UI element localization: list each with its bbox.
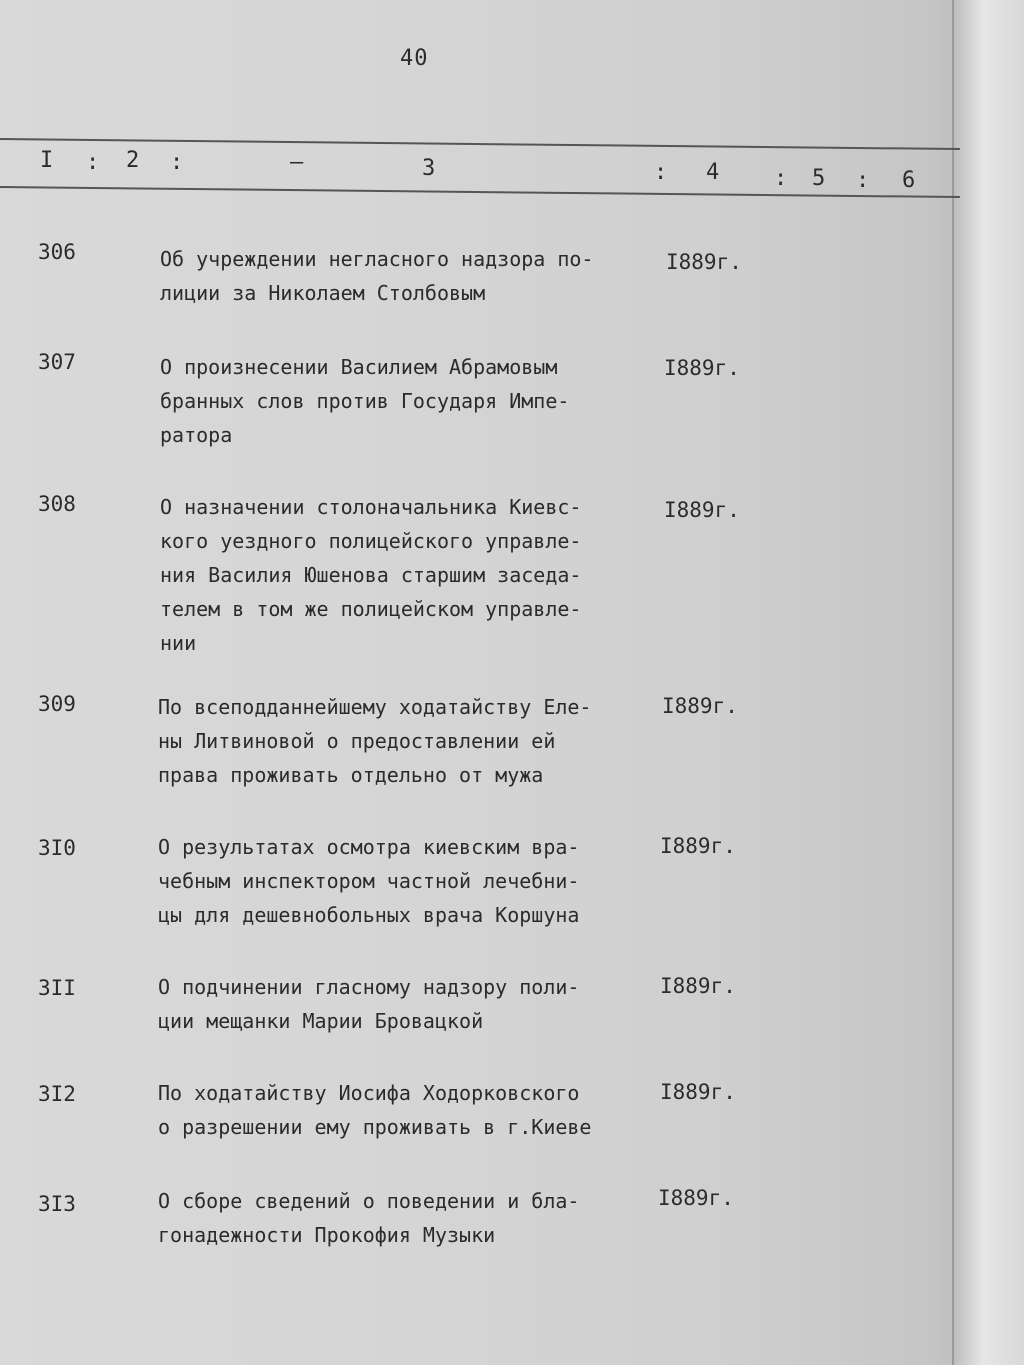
entry-year: I889г.	[664, 356, 740, 380]
entry-year: I889г.	[660, 834, 736, 858]
entry-year: I889г.	[662, 694, 738, 718]
entry-year: I889г.	[664, 498, 740, 522]
column-2-header: 2	[126, 148, 140, 173]
entry-year: I889г.	[658, 1186, 734, 1210]
column-separator: :	[654, 160, 668, 185]
entry-number: 3I2	[38, 1082, 76, 1106]
entry-number: 306	[38, 240, 76, 264]
column-5-header: 5	[812, 166, 826, 191]
column-separator: :	[170, 150, 184, 175]
entry-title: Об учреждении негласного надзора по- лиции за Николаем Столбовым	[160, 247, 594, 305]
entry-title: О назначении столоначальника Киевс- кого уездного полицейского управле- ния Василия Юшенова старшим заседа- телем в том же полицейском управле- нии	[160, 495, 582, 655]
entry-title: По ходатайству Иосифа Ходорковского о разрешении ему проживать в г.Киеве	[158, 1081, 592, 1139]
entry-year: I889г.	[660, 1080, 736, 1104]
entry-number: 3II	[38, 976, 76, 1000]
entry-number: 309	[38, 692, 76, 716]
entry-number: 307	[38, 350, 76, 374]
column-1-header: I	[40, 148, 54, 173]
entry-title: О произнесении Василием Абрамовым бранных слов против Государя Импе- ратора	[160, 355, 570, 447]
entry-title: О подчинении гласному надзору поли- ции мещанки Марии Бровацкой	[158, 975, 580, 1033]
entry-title: О сборе сведений о поведении и бла- гонадежности Прокофия Музыки	[158, 1189, 580, 1247]
column-header-dash: –	[290, 150, 304, 175]
column-3-header: 3	[422, 156, 436, 181]
entry-number: 308	[38, 492, 76, 516]
entry-year: I889г.	[666, 250, 742, 274]
entry-title: О результатах осмотра киевским вра- чебным инспектором частной лечебни- цы для дешевнобольных врача Коршуна	[158, 835, 580, 927]
page-number: 40	[400, 46, 429, 71]
entry-number: 3I3	[38, 1192, 76, 1216]
entry-title: По всеподданнейшему ходатайству Еле- ны Литвиновой о предоставлении ей права проживать отдельно от мужа	[158, 695, 592, 787]
entry-number: 3I0	[38, 836, 76, 860]
entry-year: I889г.	[660, 974, 736, 998]
column-6-header: 6	[902, 168, 916, 193]
adjacent-page-edge	[952, 0, 1024, 1365]
column-separator: :	[86, 150, 100, 175]
column-separator: :	[774, 166, 788, 191]
column-separator: :	[856, 168, 870, 193]
column-4-header: 4	[706, 160, 720, 185]
